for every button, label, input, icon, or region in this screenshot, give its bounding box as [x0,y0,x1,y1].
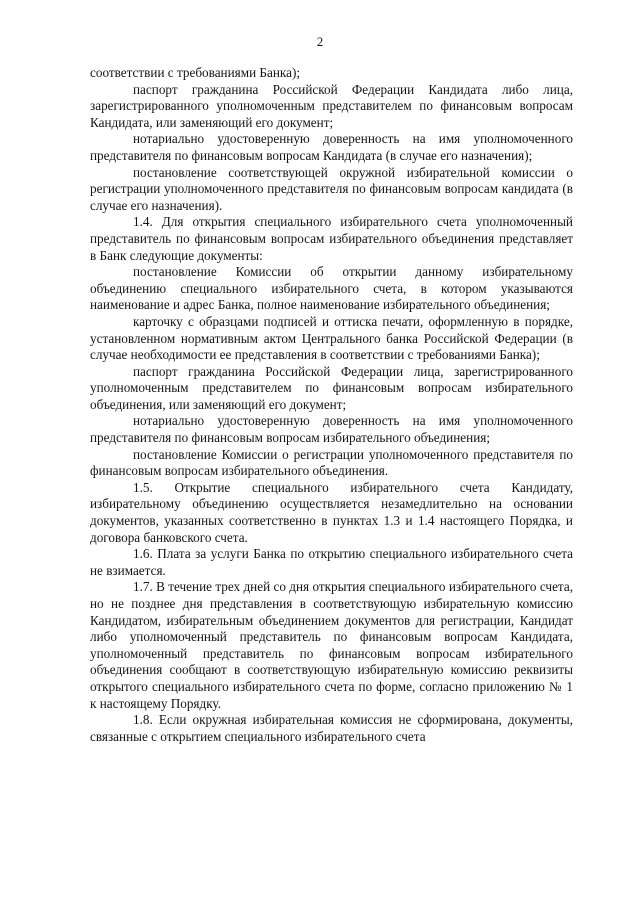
section-paragraph-1-7: 1.7. В течение трех дней со дня открытия специального избирательного счета, но не позднее дня представления в соответствующую избирательную комиссию Кандидатом, избирательным объединением документов для регистрации, Кандидат либо уполномоченный представитель по финансовым вопросам Кандидата, уполномоченный представитель по финансовым вопросам избирательного объединения сообщают в соответствующую избирательную комиссию реквизиты открытого специального избирательного счета по форме, согласно приложению № 1 к настоящему Порядку. [90,579,573,711]
section-paragraph-1-5: 1.5. Открытие специального избирательного счета Кандидату, избирательному объединению осуществляется незамедлительно на основании документов, указанных соответственно в пунктах 1.3 и 1.4 настоящего Порядка, и договора банковского счета. [90,479,573,545]
section-paragraph-1-8: 1.8. Если окружная избирательная комиссия не сформирована, документы, связанные с открытием специального избирательного счета [90,712,573,744]
paragraph: соответствии с требованиями Банка); [90,65,301,80]
paragraph: постановление Комиссии об открытии данному избирательному объединению специального избирательного счета, в котором указываются наименование и адрес Банка, полное наименование избирательного объединения; [90,264,573,313]
document-body [90,65,573,745]
paragraph: карточку с образцами подписей и оттиска печати, оформленную в порядке, установленном нормативным актом Центрального банка Российской Федерации (в случае необходимости ее представления в соответствии с требованиями Банка); [90,313,573,363]
paragraph: нотариально удостоверенную доверенность на имя уполномоченного представителя по финансовым вопросам избирательного объединения; [90,413,573,446]
paragraph: паспорт гражданина Российской Федерации лица, зарегистрированного уполномоченным представителем по финансовым вопросам избирательного объединения, или заменяющий его документ; [90,363,573,412]
paragraph: постановление Комиссии о регистрации уполномоченного представителя по финансовым вопросам избирательного объединения. [90,446,573,479]
section-paragraph-1-4: 1.4. Для открытия специального избирательного счета уполномоченный представитель по финансовым вопросам избирательного объединения представляет в Банк следующие документы: [90,214,573,263]
paragraph: нотариально удостоверенную доверенность на имя уполномоченного представителя по финансовым вопросам Кандидата (в случае его назначения); [90,131,573,163]
section-paragraph-1-6: 1.6. Плата за услуги Банка по открытию специального избирательного счета не взимается. [90,546,573,578]
page-number: 2 [316,34,324,49]
paragraph: паспорт гражданина Российской Федерации Кандидата либо лица, зарегистрированного уполномоченным представителем по финансовым вопросам Кандидата, или заменяющий его документ; [90,81,573,130]
paragraph: постановление соответствующей окружной избирательной комиссии о регистрации уполномоченного представителя по финансовым вопросам кандидата (в случае его назначения). [90,164,573,213]
